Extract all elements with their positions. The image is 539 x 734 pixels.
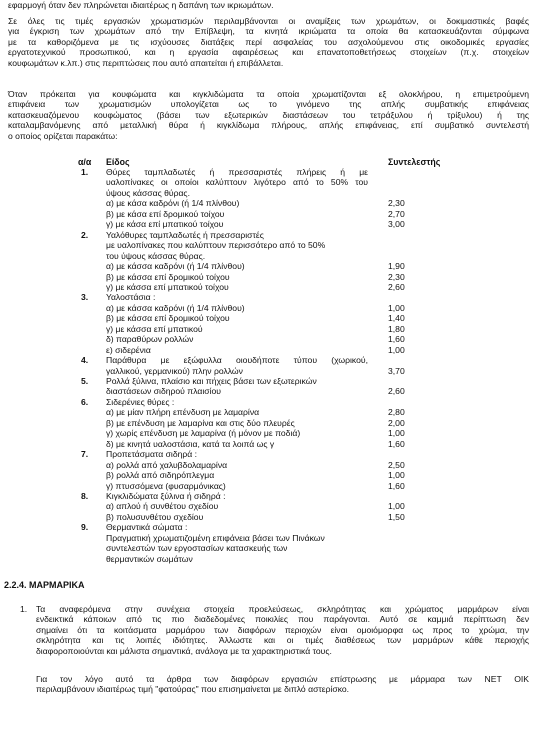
- row-coefficient: 2,50: [388, 459, 405, 470]
- table-row: [0, 313, 539, 323]
- row-text: α) με κάσσα καδρόνι (ή 1/4 πλίνθου): [106, 302, 245, 313]
- paragraph-marble-note-line: σημαίνει ότι τα κοιτάσματα μαρμάρου των διαφόρων περιοχών είναι ομοιόμορφα ως προς το χρώμα, την: [36, 624, 529, 635]
- paragraph-marble-prices-line: Για τον λόγο αυτό τα άρθρα των διαφόρων εργασιών επίστρωσης με μάρμαρα των ΝΕΤ ΟΙΚ: [36, 674, 529, 684]
- table-row: [0, 272, 539, 282]
- table-row: [0, 366, 539, 376]
- paragraph-painting-prices-line: για έγκριση των χρωμάτων από την Επίβλεψη, τα κινητά ικριώματα τα οποία θα κατασκευάζονται σύμφωνα: [8, 26, 529, 37]
- table-row: [0, 240, 539, 250]
- table-row: [0, 198, 539, 208]
- intro-line: εφαρμογή όταν δεν πληρώνεται ιδιαιτέρως η δαπάνη των ικριωμάτων.: [8, 0, 274, 10]
- row-coefficient: 1,00: [388, 428, 405, 439]
- row-text: δ) με κινητά υαλοστάσια, κατά τα λοιπά ως γ: [106, 438, 275, 449]
- table-row: [0, 251, 539, 261]
- row-coefficient: 1,60: [388, 438, 405, 449]
- row-text: Πραγματική χρωματιζομένη επιφάνεια βάσει των Πινάκων: [106, 532, 325, 543]
- table-row: [0, 282, 539, 292]
- note-number: 1.: [20, 604, 28, 614]
- paragraph-painting-prices-line: εργατοτεχνικού προσωπικού, και η εργασία αφαιρέσεως και επανατοποθετήσεως στοιχείων (π.χ. στοιχείων: [8, 47, 529, 58]
- table-row: [0, 334, 539, 344]
- table-row: [0, 543, 539, 553]
- row-number: 5.: [81, 376, 89, 386]
- row-number: 7.: [81, 449, 89, 460]
- row-text: β) με κάσσα επί δρομικού τοίχου: [106, 313, 230, 324]
- table-row: [0, 407, 539, 417]
- row-text: Κιγκλιδώματα ξύλινα ή σιδηρά :: [106, 490, 226, 501]
- row-text: β) με κάσσα επί δρομικού τοίχου: [106, 271, 230, 282]
- row-text: Προπετάσματα σιδηρά :: [106, 449, 198, 460]
- row-text: γ) με κάσσα επί μπατικού τοίχου: [106, 281, 229, 292]
- paragraph-marble-note: [36, 604, 529, 656]
- row-coefficient: 2,60: [388, 281, 405, 292]
- table-row: [0, 522, 539, 532]
- paragraph-measurement-rules: [8, 89, 529, 141]
- table-row: [0, 481, 539, 491]
- row-text: Θύρες ταμπλαδωτές ή πρεσσαριστές πλήρεις ή με: [106, 167, 368, 177]
- row-text: α) με κάσα καδρόνι (ή 1/4 πλίνθου): [106, 198, 240, 209]
- row-text: με υαλοπίνακες που καλύπτουν περισσότερο από το 50%: [106, 240, 326, 251]
- table-row: [0, 491, 539, 501]
- row-text: γ) με κάσα επί μπατικού τοίχου: [106, 219, 224, 230]
- row-text: γαλλικού, γερμανικού) πλην ρολλών: [106, 365, 243, 376]
- row-coefficient: 1,00: [388, 501, 405, 512]
- paragraph-painting-prices-line: κουφωμάτων κ.λπ.) στις περιπτώσεις που αυτό απαιτείται ή επιβάλλεται.: [8, 57, 284, 68]
- paragraph-marble-note-line: σκληρότητα και τις λοιπές ιδιότητες. Άλλωστε και οι τιμές διαθέσεως των μαρμάρων κάθε περιοχής: [36, 635, 529, 646]
- paragraph-measurement-rules-line: ο οποίος ορίζεται παρακάτω:: [8, 130, 118, 141]
- row-text: ύψους κάσσας θύρας.: [106, 187, 190, 198]
- paragraph-marble-prices: [36, 674, 529, 695]
- table-row: [0, 554, 539, 564]
- row-text: συντελεστών των εργοστασίων κατασκευής των: [106, 543, 288, 554]
- row-text: Υαλόθυρες ταμπλαδωτές ή πρεσσαριστές: [106, 229, 264, 240]
- table-row: [0, 470, 539, 480]
- row-text: διαστάσεων σιδηρού πλαισίου: [106, 386, 221, 397]
- table-row: [0, 219, 539, 229]
- table-row: [0, 292, 539, 302]
- paragraph-measurement-rules-line: κατασκευαζόμενου κουφώματος (βάσει των εξωτερικών διαστάσεων του τετράξυλου ή τρίξυλου) ή της: [8, 109, 529, 120]
- table-row: [0, 428, 539, 438]
- row-text: β) με επένδυση με λαμαρίνα και στις δύο πλευρές: [106, 417, 295, 428]
- row-number: 6.: [81, 396, 89, 407]
- row-coefficient: 1,40: [388, 313, 405, 324]
- row-coefficient: 2,30: [388, 198, 405, 209]
- col-header-coefficient: Συντελεστής: [388, 157, 441, 167]
- col-header-item: Είδος: [106, 157, 130, 167]
- row-coefficient: 2,00: [388, 417, 405, 428]
- row-coefficient: 1,90: [388, 261, 405, 272]
- row-coefficient: 3,00: [388, 219, 405, 230]
- table-row: [0, 230, 539, 240]
- row-text: ε) σιδερένια: [106, 344, 151, 355]
- row-coefficient: 2,80: [388, 407, 405, 418]
- row-coefficient: 1,60: [388, 480, 405, 491]
- row-text: β) με κάσα επί δρομικού τοίχου: [106, 208, 225, 219]
- row-coefficient: 1,00: [388, 344, 405, 355]
- paragraph-measurement-rules-line: καταλαμβανόμενης από μεταλλική θύρα ή κιγκλίδωμα πλήρους, απλής επιφάνειας, επί συμβατικό συντελεστή: [8, 120, 529, 131]
- row-text: Θερμαντικά σώματα :: [106, 522, 188, 533]
- row-coefficient: 2,70: [388, 208, 405, 219]
- row-number: 3.: [81, 292, 89, 303]
- table-row: [0, 397, 539, 407]
- table-row: [0, 209, 539, 219]
- row-text: Ρολλά ξύλινα, πλαίσιο και πήχεις βάσει των εξωτερικών: [106, 376, 317, 386]
- table-row: [0, 188, 539, 198]
- table-row: [0, 460, 539, 470]
- paragraph-painting-prices: [8, 16, 529, 68]
- row-coefficient: 2,30: [388, 271, 405, 282]
- row-text: α) απλού ή συνθέτου σχεδίου: [106, 501, 219, 512]
- table-row: [0, 439, 539, 449]
- row-number: 4.: [81, 355, 89, 366]
- row-coefficient: 1,00: [388, 470, 405, 481]
- row-coefficient: 1,60: [388, 334, 405, 345]
- table-row: [0, 177, 539, 187]
- table-row: [0, 386, 539, 396]
- table-row: [0, 355, 539, 365]
- row-coefficient: 2,60: [388, 386, 405, 397]
- table-row: [0, 261, 539, 271]
- paragraph-measurement-rules-line: Όταν πρόκειται για κουφώματα και κιγκλιδώματα τα οποία χρωματίζονται εξ ολοκλήρου, η επιμετρούμενη: [8, 89, 529, 99]
- row-text: γ) με κάσσα επί μπατικού: [106, 323, 203, 334]
- table-row: [0, 418, 539, 428]
- row-coefficient: 1,50: [388, 511, 405, 522]
- row-text: Σιδερένιες θύρες :: [106, 396, 175, 407]
- row-text: γ) χωρίς επένδυση με λαμαρίνα (ή μόνον με ποδιά): [106, 428, 301, 439]
- row-coefficient: 3,70: [388, 365, 405, 376]
- row-text: γ) πτυσσόμενα (φυσαρμόνικας): [106, 480, 226, 491]
- row-text: Υαλοστάσια :: [106, 292, 156, 303]
- row-text: θερμαντικών σωμάτων: [106, 553, 193, 564]
- table-row: [0, 167, 539, 177]
- row-number: 1.: [81, 167, 89, 177]
- table-row: [0, 345, 539, 355]
- table-row: [0, 303, 539, 313]
- table-row: [0, 449, 539, 459]
- row-number: 8.: [81, 490, 89, 501]
- row-coefficient: 1,00: [388, 302, 405, 313]
- table-row: [0, 376, 539, 386]
- row-text: β) ρολλά από σιδηρόπλεγμα: [106, 470, 215, 481]
- row-number: 9.: [81, 522, 89, 533]
- paragraph-marble-note-line: ενδεικτικά κάποιων από τις πιο διαδεδομένες ποικιλίες που παράγονται. Αυτό σε καμμιά περίπτωση δεν: [36, 614, 529, 625]
- row-text: α) ρολλά από χαλυβδολαμαρίνα: [106, 459, 228, 470]
- table-row: [0, 533, 539, 543]
- table-row: [0, 512, 539, 522]
- section-title: 2.2.4. ΜΑΡΜΑΡΙΚΑ: [4, 580, 85, 590]
- row-number: 2.: [81, 229, 89, 240]
- paragraph-painting-prices-line: με τα καθοριζόμενα με τις ισχύουσες διατάξεις περί ασφαλείας του ασχολούμενου στις οικοδομικές εργασίες: [8, 36, 529, 47]
- paragraph-measurement-rules-line: επιφάνεια των χρωματισμών υπολογίζεται ως το γινόμενο της απλής συμβατικής επιφάνειας: [8, 99, 529, 110]
- paragraph-marble-note-line: διαφοροποιούνται και μάλιστα σημαντικά, ανάλογα με τα χαρακτηριστικά τους.: [36, 645, 332, 656]
- col-header-number: α/α: [78, 157, 92, 167]
- row-text: Παράθυρα με εξώφυλλα οιουδήποτε τύπου (χωρικού,: [106, 355, 368, 366]
- row-text: α) με κάσσα καδρόνι (ή 1/4 πλίνθου): [106, 261, 245, 272]
- row-text: α) με μίαν πλήρη επένδυση με λαμαρίνα: [106, 407, 260, 418]
- row-text: υαλοπίνακες οι οποίοι καλύπτουν λιγότερο από το 50% του: [106, 177, 368, 188]
- row-text: β) πολυσυνθέτου σχεδίου: [106, 511, 204, 522]
- table-row: [0, 501, 539, 511]
- row-text: του ύψους κάσσας θύρας.: [106, 250, 206, 261]
- paragraph-painting-prices-line: Σε όλες τις τιμές εργασιών χρωματισμών περιλαμβάνονται οι αναμίξεις των χρωμάτων, οι δοκιμαστικές βαφές: [8, 16, 529, 26]
- table-row: [0, 324, 539, 334]
- row-coefficient: 1,80: [388, 323, 405, 334]
- paragraph-marble-prices-line: περιλαμβάνουν ιδιαιτέρως τιμή "φατούρας" που επισημαίνεται με διπλό αστερίσκο.: [36, 684, 350, 695]
- paragraph-marble-note-line: Τα αναφερόμενα στην συνέχεια στοιχεία προελεύσεως, σκληρότητας και χρώματος μαρμάρων είναι: [36, 604, 529, 614]
- row-text: δ) παραθύρων ρολλών: [106, 334, 194, 345]
